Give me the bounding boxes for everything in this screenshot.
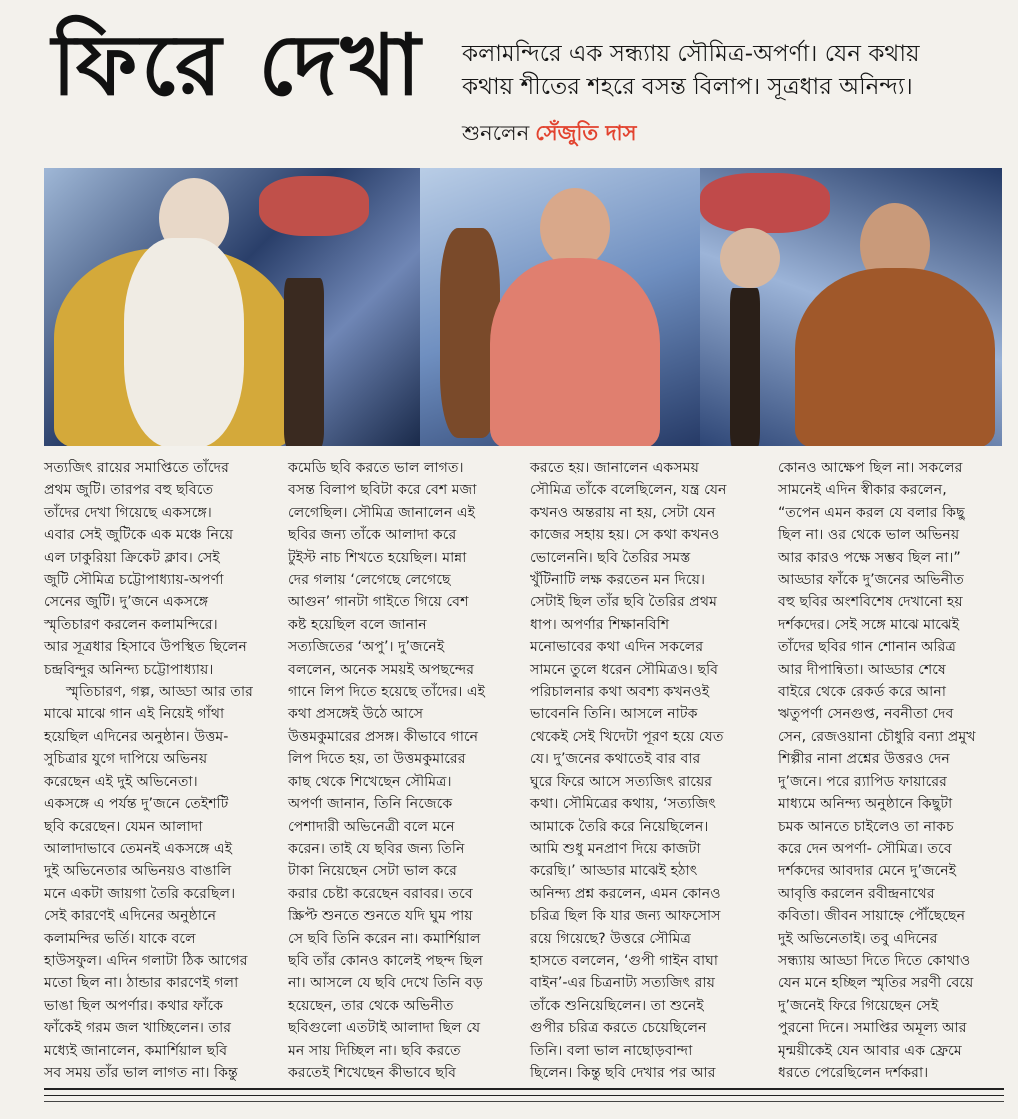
article-line: যেন মনে হচ্ছিল স্মৃতির সরণী বেয়ে	[778, 975, 974, 992]
article-line: তাঁদের দেখা গিয়েছে একসঙ্গে।	[44, 504, 212, 521]
article-line: বললেন, অনেক সময়ই অপছন্দের	[288, 661, 475, 678]
article-line: অপর্ণা জানান, তিনি নিজেকে	[288, 796, 453, 813]
article-line: আর দীপান্বিতা। আড্ডার শেষে	[778, 661, 946, 678]
author-name: সেঁজুতি দাস	[535, 121, 637, 145]
article-line: কথা প্রসঙ্গেই উঠে আসে	[288, 706, 424, 723]
article-line: ফাঁকেই গরম জল খাচ্ছিলেন। তার	[44, 1020, 232, 1037]
article-line: বাইন’-এর চিত্রনাট্য সত্যজিৎ রায়	[530, 975, 715, 992]
deck-line: কথায় শীতের শহরে বসন্ত বিলাপ। সূত্রধার অনিন্দ্য।	[462, 74, 913, 100]
article-line: সত্যজিৎ রায়ের সমাপ্তিতে তাঁদের	[44, 460, 229, 476]
article-line: কলামন্দির ভর্তি। যাকে বলে	[44, 930, 196, 947]
article-line: ঘুরে ফিরে আসে সত্যজিৎ রায়ের	[530, 773, 713, 790]
article-line: অনিন্দ্য প্রশ্ন করলেন, এমন কোনও	[530, 885, 721, 902]
article-line: দু’জনেই ফিরে গিয়েছেন সেই	[778, 997, 939, 1014]
article-line: তাঁকে শুনিয়েছিলেন। তা শুনেই	[530, 997, 704, 1014]
article-line: করেছি।’ আড্ডার মাঝেই হঠাৎ	[530, 863, 698, 880]
article-line: ছবি তাঁর কোনও কালেই পছন্দ ছিল	[288, 952, 483, 969]
article-line: করার চেষ্টা করেছেন বরাবর। তবে	[288, 885, 473, 902]
headline: ফিরে দেখা	[52, 16, 425, 114]
article-line: সেন, রেজওয়ানা চৌধুরি বন্যা প্রমুখ	[778, 728, 976, 745]
article-line: একসঙ্গে এ পর্যন্ত দু’জনে তেইশটি	[44, 796, 229, 813]
article-line: দুই অভিনেতার অভিনয়ও বাঙালি	[44, 863, 232, 880]
article-line: আমাকে তৈরি করে নিয়েছিলেন।	[530, 818, 709, 835]
article-line: সুচিত্রার যুগে দাপিয়ে অভিনয়	[44, 751, 208, 768]
article-line: উত্তমকুমারের প্রসঙ্গ। কীভাবে গানে	[288, 728, 479, 745]
article-line: মাধ্যমে অনিন্দ্য অনুষ্ঠানে কিছুটা	[778, 796, 953, 813]
article-line: ছিলেন। কিন্তু ছবি দেখার পর আর	[530, 1064, 716, 1081]
article-line: আবৃত্তি করলেন রবীন্দ্রনাথের	[778, 885, 935, 902]
article-line: আড্ডার ফাঁকে দু’জনের অভিনীত	[778, 572, 964, 589]
article-column	[530, 458, 770, 1084]
article-line: শিল্পীর নানা প্রশ্নের উত্তরও দেন	[778, 751, 950, 768]
article-line: ধরতে পেরেছিলেন দর্শকরা।	[778, 1064, 929, 1081]
article-line: চরিত্র ছিল কি যার জন্য আফসোস	[530, 908, 721, 925]
article-line: হয়েছেন, তার থেকে অভিনীত	[288, 997, 454, 1014]
article-line: কাছ থেকে শিখেছেন সৌমিত্র।	[288, 773, 452, 790]
article-line: এবার সেই জুটিকে এক মঞ্চে নিয়ে	[44, 527, 234, 544]
article-line: সামনে তুলে ধরেন সৌমিত্রও। ছবি	[530, 661, 719, 678]
byline-prefix: শুনলেন	[462, 121, 530, 145]
bottom-rule	[44, 1101, 1004, 1102]
article-column	[778, 458, 1004, 1084]
article-line: তিনি। বলা ভাল নাছোড়বান্দা	[530, 1042, 693, 1059]
article-line: থেকেই সেই খিদেটা পূরণ হয়ে যেত	[530, 728, 724, 745]
article-line: জুটি সৌমিত্র চট্টোপাধ্যায়-অপর্ণা	[44, 572, 224, 589]
article-line: ছবির জন্য তাঁকে আলাদা করে	[288, 527, 457, 544]
article-line: ছবিগুলো এতটাই আলাদা ছিল যে	[288, 1020, 481, 1037]
article-line: দুই অভিনেতাই। তবু এদিনের	[778, 930, 938, 947]
article-line: মনোভাবের কথা এদিন সকলের	[530, 639, 704, 656]
article-line: মধ্যেই জানালেন, কমার্শিয়াল ছবি	[44, 1042, 228, 1059]
article-body	[44, 458, 1004, 1084]
article-line: হাউসফুল। এদিন গলাটা ঠিক আগের	[44, 952, 248, 969]
article-line: ভাবেননি তিনি। আসলে নাটক	[530, 706, 698, 723]
article-line: সব সময় তাঁর ভাল লাগত না। কিন্তু	[44, 1064, 238, 1081]
article-line: কমেডি ছবি করতে ভাল লাগত।	[288, 460, 464, 476]
article-line: ভাঙা ছিল অপর্ণার। কথার ফাঁকে	[44, 997, 224, 1014]
article-line: লিপ দিতে হয়, তা উত্তমকুমারের	[288, 751, 466, 768]
article-line: মাঝে মাঝে গান এই নিয়েই গাঁথা	[44, 706, 225, 723]
article-line: করতেই শিখেছেন কীভাবে ছবি	[288, 1064, 457, 1081]
article-line: দের গলায় ‘লেগেছে লেগেছে	[288, 572, 451, 589]
article-line: করেন। তাই যে ছবির জন্য তিনি	[288, 840, 465, 857]
article-line: মন সায় দিচ্ছিল না। ছবি করতে	[288, 1042, 461, 1059]
bottom-rule	[44, 1088, 1004, 1090]
article-line: ধাপ। অপর্ণার শিক্ষানবিশি	[530, 616, 670, 633]
article-line: সেনের জুটি। দু’জনে একসঙ্গে	[44, 594, 209, 611]
article-line: বহু ছবির অংশবিশেষ দেখানো হয়	[778, 594, 963, 611]
article-line: টাকা নিয়েছেন সেটা ভাল করে	[288, 863, 457, 880]
article-line: না। আসলে যে ছবি দেখে তিনি বড়	[288, 975, 483, 992]
article-line: ছবি করেছেন। যেমন আলাদা	[44, 818, 203, 835]
article-line: চমক আনতে চাইলেও তা নাকচ	[778, 818, 954, 835]
article-line: সেই কারণেই এদিনের অনুষ্ঠানে	[44, 908, 217, 925]
article-line: লেগেছিল। সৌমিত্র জানালেন এই	[288, 504, 476, 521]
article-line: ঋতুপর্ণা সেনগুপ্ত, নবনীতা দেব	[778, 706, 954, 723]
photo-soumitra	[44, 168, 420, 446]
article-line: খুঁটিনাটি লক্ষ করতেন মন দিয়ে।	[530, 572, 706, 589]
article-line: বাইরে থেকে রেকর্ড করে আনা	[778, 684, 946, 701]
article-line: রয়ে গিয়েছে? উত্তরে সৌমিত্র	[530, 930, 691, 947]
article-line: করেছেন এই দুই অভিনেতা।	[44, 773, 198, 790]
article-line: স্ক্রিপ্ট শুনতে শুনতে যদি ঘুম পায়	[288, 908, 473, 925]
article-line: প্রথম জুটি। তারপর বহু ছবিতে	[44, 482, 214, 499]
article-line: টুইস্ট নাচ শিখতে হয়েছিল। মান্না	[288, 549, 467, 566]
article-line: মতো ছিল না। ঠান্ডার কারণেই গলা	[44, 975, 239, 992]
photo-anindya	[700, 168, 1002, 446]
article-line: কবিতা। জীবন সায়াহ্নে পৌঁছেছেন	[778, 908, 966, 925]
article-column	[288, 458, 524, 1084]
article-column	[44, 458, 276, 1084]
article-line: গুপীর চরিত্র করতে চেয়েছিলেন	[530, 1020, 707, 1037]
article-line: সন্ধ্যায় আড্ডা দিতে দিতে কোথাও	[778, 952, 971, 969]
article-line: যে। দু’জনের কথাতেই বার বার	[530, 751, 701, 768]
byline	[462, 118, 637, 148]
article-line: দু’জনে। পরে র‍্যাপিড ফায়ারের	[778, 773, 947, 790]
article-line: মনে একটা জায়গা তৈরি করেছিল।	[44, 885, 236, 902]
article-line: করতে হয়। জানালেন একসময়	[530, 460, 699, 476]
article-line: দর্শকদের। সেই সঙ্গে মাঝে মাঝেই	[778, 616, 960, 633]
article-line: স্মৃতিচারণ, গল্প, আড্ডা আর তার	[66, 684, 253, 701]
article-line: দর্শকদের আবদার মেনে দু’জনেই	[778, 863, 957, 880]
article-line: “তপেন এমন করল যে বলার কিছু	[778, 504, 965, 521]
article-line: বসন্ত বিলাপ ছবিটা করে বেশ মজা	[288, 482, 477, 499]
article-line: মৃন্ময়ীকেই যেন আবার এক ফ্রেমে	[778, 1042, 962, 1059]
article-line: আর সূত্রধার হিসাবে উপস্থিত ছিলেন	[44, 639, 247, 656]
article-line: আগুন’ গানটা গাইতে গিয়ে বেশ	[288, 594, 469, 611]
article-line: আর কারও পক্ষে সম্ভব ছিল না।”	[778, 549, 961, 566]
photo-strip	[44, 168, 1002, 446]
article-line: সে ছবি তিনি করেন না। কমার্শিয়াল	[288, 930, 481, 947]
article-line: কাজের সহায় হয়। সে কথা কখনও	[530, 527, 720, 544]
article-line: স্মৃতিচারণ করলেন কলামন্দিরে।	[44, 616, 218, 633]
article-line: সামনেই এদিন স্বীকার করলেন,	[778, 482, 947, 499]
article-line: সত্যজিতের ‘অপু’। দু’জনেই	[288, 639, 445, 656]
article-line: ছিল না। ওর থেকে ভাল অভিনয়	[778, 527, 960, 544]
article-line: সৌমিত্র তাঁকে বলেছিলেন, যন্ত্র যেন	[530, 482, 727, 499]
article-line: পরিচালনার কথা অবশ্য কখনওই	[530, 684, 710, 701]
article-line: হাসতে বললেন, ‘গুপী গাইন বাঘা	[530, 952, 718, 969]
article-line: গানে লিপ দিতে হয়েছে তাঁদের। এই	[288, 684, 486, 701]
article-line: এল ঢাকুরিয়া ক্রিকেট ক্লাব। সেই	[44, 549, 220, 566]
article-line: পেশাদারী অভিনেত্রী বলে মনে	[288, 818, 455, 835]
article-line: করে দেন অপর্ণা- সৌমিত্র। তবে	[778, 840, 952, 857]
article-line: কষ্ট হয়েছিল বলে জানান	[288, 616, 427, 633]
article-line: সেটাই ছিল তাঁর ছবি তৈরির প্রথম	[530, 594, 717, 611]
article-line: পুরনো দিনে। সমাপ্তির অমূল্য আর	[778, 1020, 967, 1037]
article-line: কখনও অন্তরায় না হয়, সেটা যেন	[530, 504, 716, 521]
deck	[462, 38, 1012, 104]
photo-aparna	[420, 168, 700, 446]
bottom-rule	[44, 1095, 1004, 1096]
deck-line: কলামন্দিরে এক সন্ধ্যায় সৌমিত্র-অপর্ণা। যেন কথায়	[462, 41, 920, 67]
article-line: কোনও আক্ষেপ ছিল না। সকলের	[778, 460, 963, 476]
article-line: ভোলেননি। ছবি তৈরির সমস্ত	[530, 549, 691, 566]
article-line: কথা। সৌমিত্রের কথায়, ‘সত্যজিৎ	[530, 796, 716, 813]
article-line: চন্দ্রবিন্দুর অনিন্দ্য চট্টোপাধ্যায়।	[44, 661, 214, 678]
article-line: আমি শুধু মনপ্রাণ দিয়ে কাজটা	[530, 840, 701, 857]
article-line: তাঁদের ছবির গান শোনান অরিত্র	[778, 639, 956, 656]
article-line: হয়েছিল এদিনের অনুষ্ঠান। উত্তম-	[44, 728, 229, 745]
article-line: আলাদাভাবে তেমনই একসঙ্গে এই	[44, 840, 233, 857]
